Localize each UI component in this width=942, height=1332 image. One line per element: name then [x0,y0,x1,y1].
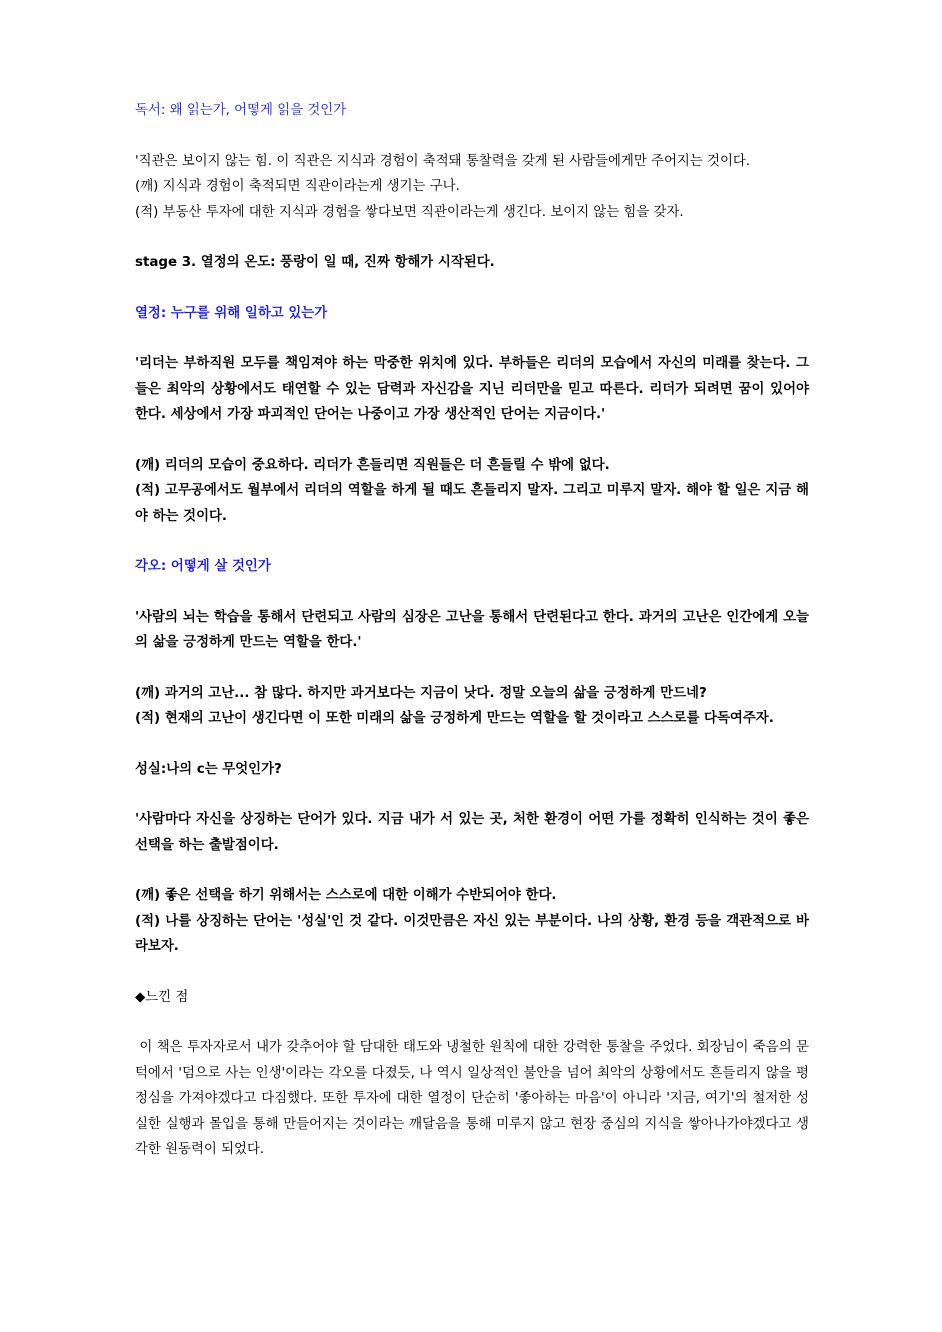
section-heading-passion: 열정: 누구를 위해 일하고 있는가 [135,305,328,321]
note-jeok-hardship: (적) 현재의 고난이 생긴다면 이 또한 미래의 삶을 긍정하게 만드는 역할을 할 것이라고 스스로를 다독여주자. [135,711,774,726]
impressions-body: 이 책은 투자자로서 내가 갖추어야 할 담대한 태도와 냉철한 원칙에 대한 강력한 통찰을 주었다. 회장님이 죽음의 문턱에서 '덤으로 사는 인생'이라는 각오를 다졌듯, 나 역시 일상적인 불안을 넘어 최악의 상황에서도 흔들리지 않을 평정심을 가져야겠다고 다짐했다. 또한 투자에 대한 열정이 단순히 '좋아하는 마음'이 아니라 '지금, 여기'의 철저한 성실한 실행과 몰입을 통해 만들어지는 것이라는 깨달음을 통해 미루지 않고 현장 중심의 지식을 쌓아나가야겠다고 생각한 원동력이 되었다. [135,1040,809,1157]
section-heading-resolve: 각오: 어떻게 살 것인가 [135,559,271,574]
note-jeok-sincerity: (적) 나를 상징하는 단어는 '성실'인 것 같다. 이것만큼은 자신 있는 부분이다. 나의 상황, 환경 등을 객관적으로 바라보자. [135,913,809,954]
note-kkae-intuition: (깨) 지식과 경험이 축적되면 직관이라는게 생기는 구나. [135,179,460,194]
quote-leader: '리더는 부하직원 모두를 책임져야 하는 막중한 위치에 있다. 부하들은 리더의 모습에서 자신의 미래를 찾는다. 그들은 최악의 상황에서도 태연할 수 있는 담력과 자신감을 지닌 리더만을 믿고 따른다. 리더가 되려면 꿈이 있어야 한다. 세상에서 가장 파괴적인 단어는 나중이고 가장 생산적인 단어는 지금이다.' [135,356,809,422]
document-body [135,98,809,1163]
note-jeok-intuition: (적) 부동산 투자에 대한 지식과 경험을 쌓다보면 직관이라는게 생긴다. 보이지 않는 힘을 갖자. [135,204,684,220]
impressions-heading: ◆느낀 점 [135,989,189,1005]
stage3-heading: stage 3. 열정의 온도: 풍랑이 일 때, 진짜 항해가 시작된다. [135,255,495,270]
quote-hardship: '사람의 뇌는 학습을 통해서 단련되고 사람의 심장은 고난을 통해서 단련된다고 한다. 과거의 고난은 인간에게 오늘의 삶을 긍정하게 만드는 역할을 한다.' [135,609,809,650]
note-kkae-sincerity: (깨) 좋은 선택을 하기 위해서는 스스로에 대한 이해가 수반되어야 한다. [135,888,557,903]
note-kkae-hardship: (깨) 과거의 고난... 참 많다. 하지만 과거보다는 지금이 낫다. 정말 오늘의 삶을 긍정하게 만드네? [135,685,707,701]
note-kkae-leader: (깨) 리더의 모습이 중요하다. 리더가 흔들리면 직원들은 더 흔들릴 수 밖에 없다. [135,457,610,473]
quote-symbol-word: '사람마다 자신을 상징하는 단어가 있다. 지금 내가 서 있는 곳, 처한 환경이 어떤 가를 정확히 인식하는 것이 좋은 선택을 하는 출발점이다. [135,812,809,853]
note-jeok-leader: (적) 고무공에서도 월부에서 리더의 역할을 하게 될 때도 흔들리지 말자. 그리고 미루지 말자. 해야 할 일은 지금 해야 하는 것이다. [135,483,809,524]
quote-intuition: '직관은 보이지 않는 힘. 이 직관은 지식과 경험이 축적돼 통찰력을 갖게 된 사람들에게만 주어지는 것이다. [135,153,751,169]
section-heading-reading: 독서: 왜 읽는가, 어떻게 읽을 것인가 [135,103,347,118]
section-heading-sincerity: 성실:나의 c는 무엇인가? [135,761,282,777]
